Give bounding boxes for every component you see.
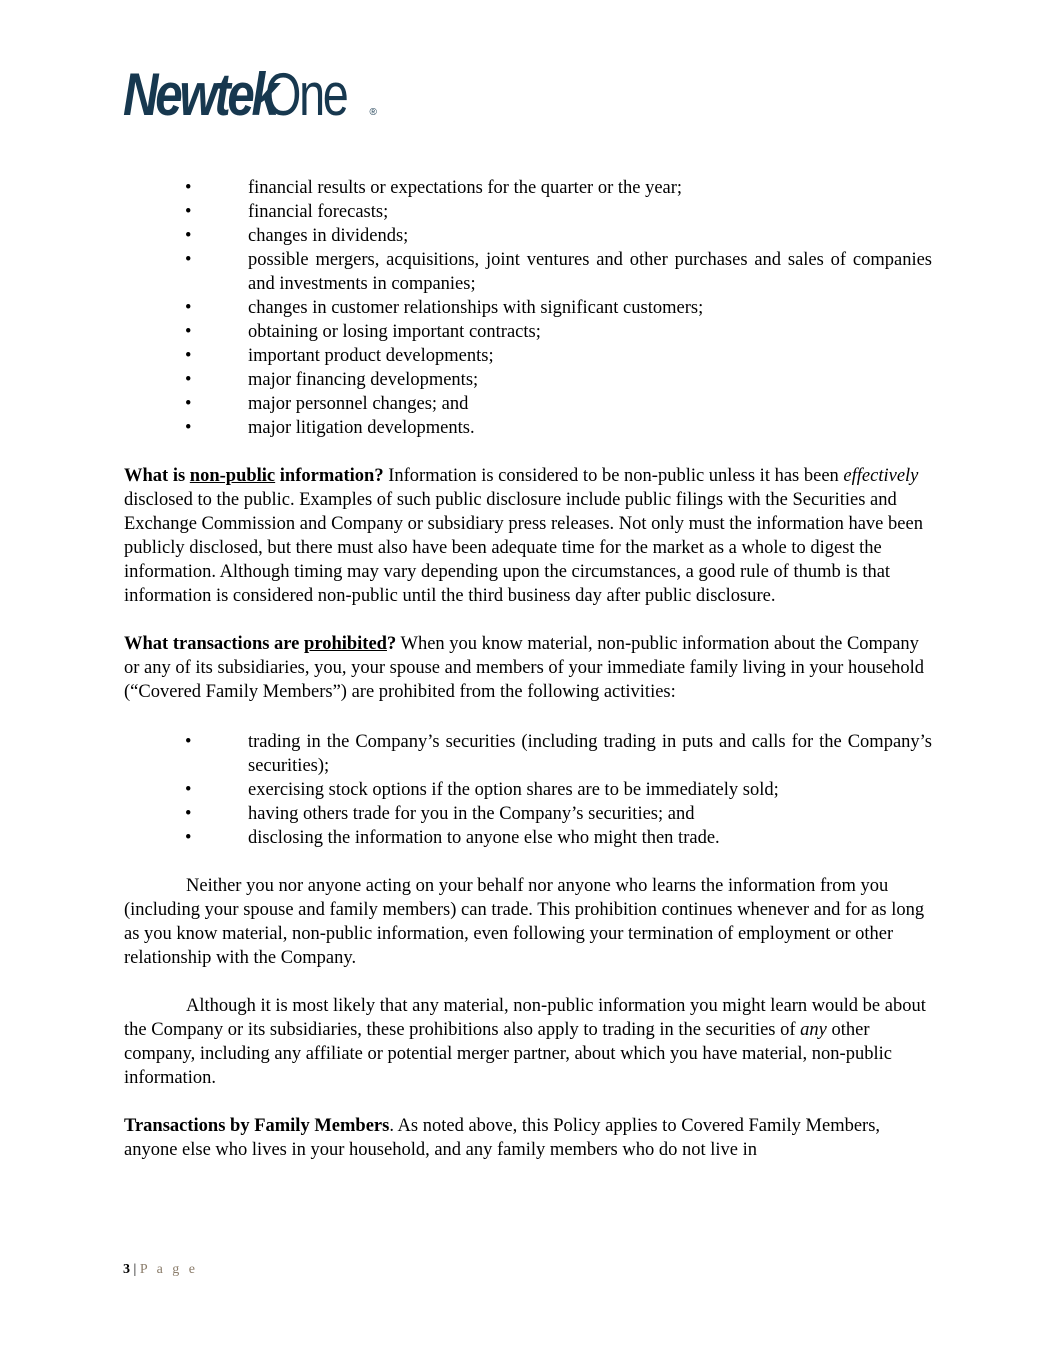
list-item: • major financing developments;: [124, 368, 932, 392]
list-item: • important product developments;: [124, 344, 932, 368]
logo-text-newtek: Newtek: [123, 61, 276, 128]
nonpublic-paragraph: What is non-public information? Information is considered to be non-public unless it has been effectively disclosed to the public. Examples of such public disclosure include public filings with the Securities and Exchange Commission and Company or subsidiary press releases. Not only must the information have been publicly disclosed, but there must also have been adequate time for the market as a whole to digest the information. Although timing may vary depending upon the circumstances, a good rule of thumb is that information is considered non-public until the third business day after public disclosure.: [124, 466, 923, 606]
material-info-list: [124, 176, 932, 440]
page-label: P a g e: [139, 1262, 199, 1277]
logo-text-one: One: [265, 61, 347, 128]
list-item: • obtaining or losing important contracts;: [124, 320, 932, 344]
page-number: 3: [123, 1262, 130, 1277]
footer-separator: |: [130, 1262, 140, 1277]
list-item: • trading in the Company’s securities (including trading in puts and calls for the Company’s securities);: [124, 730, 932, 778]
page-footer: [123, 1262, 198, 1278]
list-item: • financial results or expectations for the quarter or the year;: [124, 176, 932, 200]
family-paragraph: Transactions by Family Members. As noted above, this Policy applies to Covered Family Members, anyone else who lives in your household, and any family members who do not live in: [124, 1116, 881, 1160]
list-item: • major litigation developments.: [124, 416, 932, 440]
neither-paragraph: Neither you nor anyone acting on your behalf nor anyone who learns the information from you (including your spouse and family members) can trade. This prohibition continues whenever and for as long as you know material, non-public information, even following your termination of employment or other relationship with the Company.: [124, 876, 925, 968]
list-item: • possible mergers, acquisitions, joint ventures and other purchases and sales of companies and investments in companies;: [124, 248, 932, 296]
prohibited-activities-list: [124, 730, 932, 850]
newtek-one-logo: [123, 60, 377, 130]
list-item: • financial forecasts;: [124, 200, 932, 224]
although-paragraph: Although it is most likely that any material, non-public information you might learn would be about the Company or its subsidiaries, these prohibitions also apply to trading in the securities of any other company, including any affiliate or potential merger partner, about which you have material, non-public information.: [124, 996, 926, 1088]
list-item: • changes in dividends;: [124, 224, 932, 248]
nonpublic-heading: What is non-public information?: [124, 466, 384, 486]
list-item: • changes in customer relationships with significant customers;: [124, 296, 932, 320]
document-body: [124, 176, 932, 1162]
list-item: • disclosing the information to anyone else who might then trade.: [124, 826, 932, 850]
list-item: • exercising stock options if the option shares are to be immediately sold;: [124, 778, 932, 802]
family-heading: Transactions by Family Members: [124, 1116, 390, 1136]
logo-registered-mark: ®: [369, 107, 377, 118]
prohibited-paragraph: What transactions are prohibited? When you know material, non-public information about the Company or any of its subsidiaries, you, your spouse and members of your immediate family living in your household (“Covered Family Members”) are prohibited from the following activities:: [124, 634, 924, 702]
prohibited-heading: What transactions are prohibited?: [124, 634, 397, 654]
list-item: • having others trade for you in the Company’s securities; and: [124, 802, 932, 826]
list-item: • major personnel changes; and: [124, 392, 932, 416]
